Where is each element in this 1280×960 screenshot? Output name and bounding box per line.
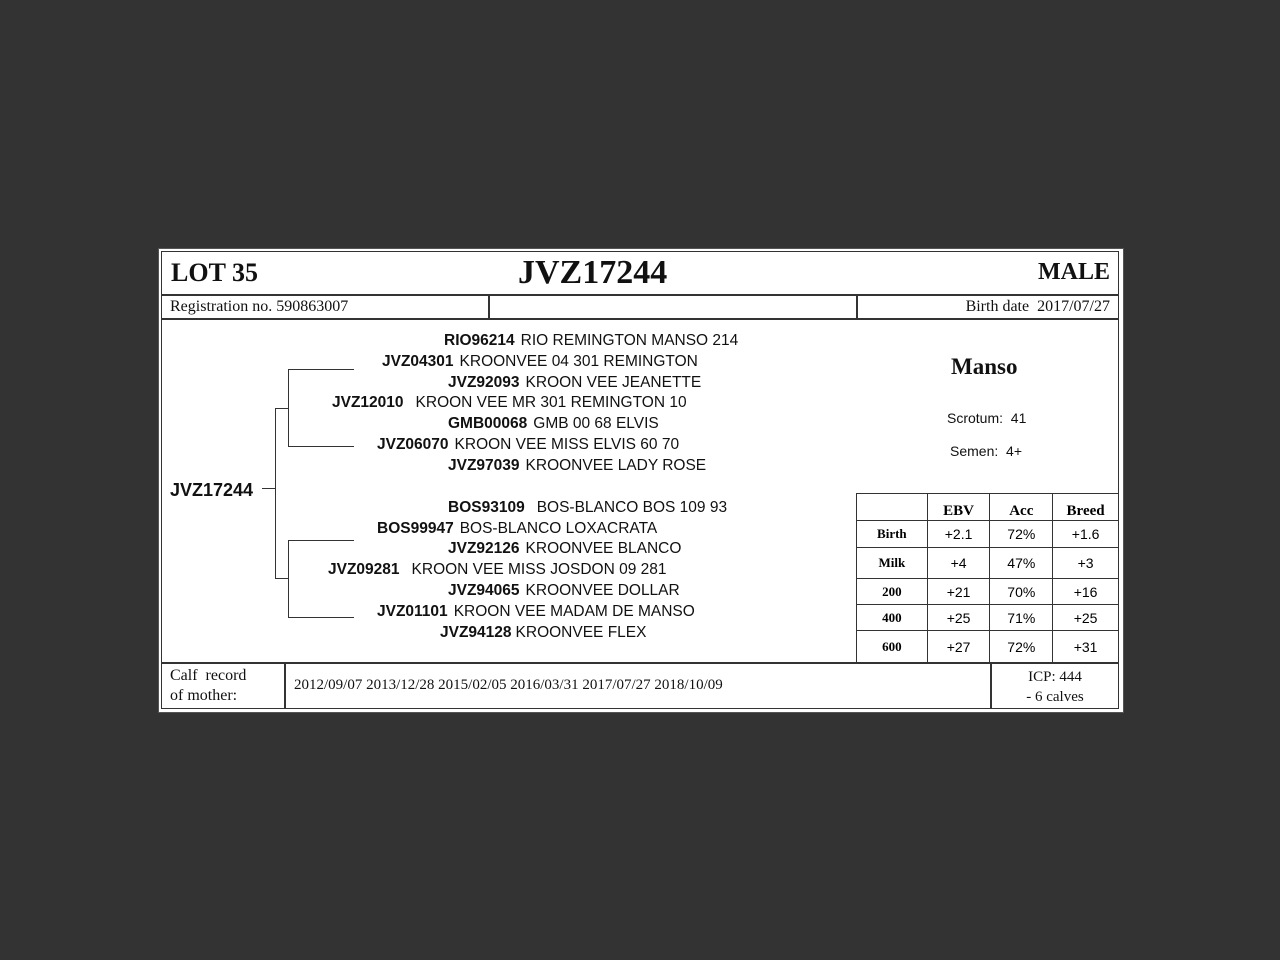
calf-record-label: [170, 666, 246, 706]
lot-card: [158, 248, 1124, 713]
ebv-value: +4: [927, 548, 990, 579]
semen-label: Semen:: [950, 443, 999, 459]
ebv-breed: +31: [1053, 631, 1119, 664]
ebv-trait: 600: [857, 631, 928, 664]
sex-label: MALE: [1038, 259, 1110, 285]
ebv-header-breed: Breed: [1053, 494, 1119, 521]
icp-text: [991, 667, 1119, 707]
ebv-value: +21: [927, 579, 990, 605]
ped-name: RIO REMINGTON MANSO 214: [520, 332, 739, 349]
ped-dam-sire: [377, 520, 657, 538]
ped-code: JVZ09281: [328, 561, 400, 578]
sire-vertical: [288, 369, 289, 446]
semen-value: 4+: [1006, 443, 1022, 459]
ped-name: KROON VEE JEANETTE: [525, 374, 702, 391]
ped-name: GMB 00 68 ELVIS: [533, 415, 659, 432]
ped-code: RIO96214: [444, 332, 515, 349]
ebv-row: [857, 548, 1119, 579]
trunk-vertical: [275, 408, 276, 578]
middle-field-box: [489, 295, 857, 319]
ped-code: JVZ06070: [377, 436, 449, 453]
ebv-trait: Birth: [857, 521, 928, 548]
sire-sire-branch: [288, 369, 354, 370]
ped-dam: [328, 561, 667, 579]
ebv-table: [856, 493, 1119, 664]
ped-code: JVZ94128: [440, 624, 512, 641]
ped-code: BOS93109: [448, 499, 525, 516]
ped-name: BOS-BLANCO BOS 109 93: [536, 499, 728, 516]
ebv-breed: +3: [1053, 548, 1119, 579]
ebv-value: +25: [927, 605, 990, 631]
ebv-value: +27: [927, 631, 990, 664]
registration-text: [170, 298, 348, 316]
ped-sire-dam: [377, 436, 679, 454]
subject-connector: [262, 488, 275, 489]
ebv-header-blank: [857, 494, 928, 521]
ped-name: KROON VEE MADAM DE MANSO: [453, 603, 695, 620]
lot-number: LOT 35: [171, 258, 258, 287]
ped-name: KROON VEE MISS JOSDON 09 281: [411, 561, 667, 578]
ped-name: KROONVEE DOLLAR: [525, 582, 680, 599]
dam-sire-branch: [288, 540, 354, 541]
ped-name: KROONVEE 04 301 REMINGTON: [459, 353, 698, 370]
icp-line: ICP: 444: [1028, 669, 1082, 685]
ped-name: KROONVEE LADY ROSE: [525, 457, 707, 474]
sire-branch: [275, 408, 288, 409]
ped-code: JVZ01101: [377, 603, 448, 620]
ebv-header-ebv: EBV: [927, 494, 990, 521]
ebv-acc: 72%: [990, 631, 1053, 664]
sire-dam-branch: [288, 446, 354, 447]
ebv-trait: Milk: [857, 548, 928, 579]
calf-dates: 2012/09/07 2013/12/28 2015/02/05 2016/03/31 2017/07/27 2018/10/09: [294, 677, 723, 693]
ped-sire-dam-sire: [448, 415, 659, 433]
ped-code: JVZ04301: [382, 353, 454, 370]
ebv-trait: 400: [857, 605, 928, 631]
ped-dam-dam: [377, 603, 695, 621]
ped-dam-sire-dam: [448, 540, 681, 558]
calves-line: - 6 calves: [1026, 689, 1084, 705]
ped-name: BOS-BLANCO LOXACRATA: [459, 520, 658, 537]
scrotum-label: Scrotum:: [947, 410, 1004, 426]
ped-code: JVZ92093: [448, 374, 520, 391]
animal-id-title: JVZ17244: [518, 254, 668, 291]
ped-dam-dam-sire: [448, 582, 680, 600]
birth-date-value: 2017/07/27: [1037, 298, 1110, 315]
ebv-acc: 72%: [990, 521, 1053, 548]
semen-text: [950, 443, 1022, 459]
ped-name: KROON VEE MISS ELVIS 60 70: [454, 436, 680, 453]
ped-name: KROONVEE FLEX: [515, 624, 647, 641]
ped-name: KROONVEE BLANCO: [525, 540, 682, 557]
ebv-row: [857, 631, 1119, 664]
ebv-breed: +1.6: [1053, 521, 1119, 548]
ped-code: JVZ92126: [448, 540, 520, 557]
pedigree-subject: JVZ17244: [170, 480, 254, 500]
dam-vertical: [288, 540, 289, 617]
registration-label: Registration no.: [170, 298, 273, 315]
ebv-value: +2.1: [927, 521, 990, 548]
ebv-row: [857, 579, 1119, 605]
ebv-header-acc: Acc: [990, 494, 1053, 521]
ebv-row: [857, 605, 1119, 631]
ped-dam-dam-dam: [440, 624, 646, 642]
ped-sire: [332, 394, 687, 412]
ebv-acc: 70%: [990, 579, 1053, 605]
birth-date-label: Birth date: [965, 298, 1030, 315]
ped-sire-sire-sire: [444, 332, 738, 350]
ebv-acc: 47%: [990, 548, 1053, 579]
ped-sire-sire: [382, 353, 698, 371]
ped-code: JVZ94065: [448, 582, 520, 599]
ebv-acc: 71%: [990, 605, 1053, 631]
ped-code: BOS99947: [377, 520, 454, 537]
ped-code: JVZ12010: [332, 394, 404, 411]
scrotum-text: [947, 410, 1026, 426]
calf-label-line2: of mother:: [170, 687, 238, 704]
birth-date-text: [966, 298, 1110, 316]
ebv-trait: 200: [857, 579, 928, 605]
ebv-breed: +16: [1053, 579, 1119, 605]
ped-sire-dam-dam: [448, 457, 706, 475]
ped-dam-sire-sire: [448, 499, 727, 517]
ped-code: JVZ97039: [448, 457, 520, 474]
scrotum-value: 41: [1010, 410, 1027, 426]
breed-line: Manso: [951, 354, 1018, 379]
ped-name: KROON VEE MR 301 REMINGTON 10: [415, 394, 687, 411]
dam-dam-branch: [288, 617, 354, 618]
calf-label-line1: Calf record: [170, 667, 247, 684]
ebv-breed: +25: [1053, 605, 1119, 631]
ebv-header-row: [857, 494, 1119, 521]
ped-sire-sire-dam: [448, 374, 701, 392]
registration-number: 590863007: [276, 298, 349, 315]
ped-code: GMB00068: [448, 415, 528, 432]
ebv-row: [857, 521, 1119, 548]
dam-branch: [275, 578, 288, 579]
